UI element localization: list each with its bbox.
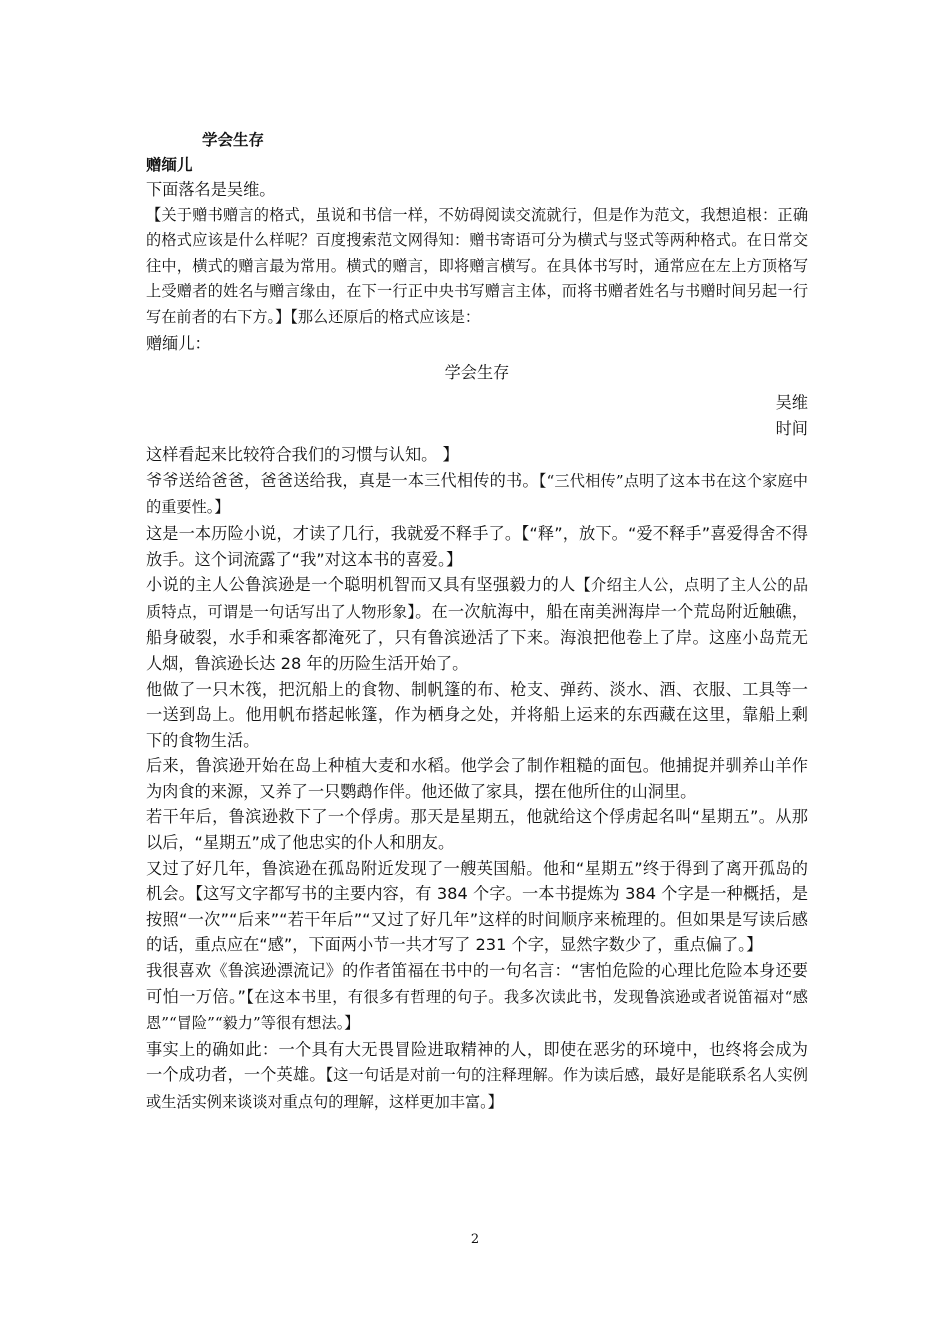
paragraph-7-text: 又过了好几年，鲁滨逊在孤岛附近发现了一艘英国船。他和“星期五”终于得到了离开孤岛的机会。 bbox=[146, 858, 808, 904]
paragraph-3 bbox=[146, 572, 808, 676]
document-title: 学会生存 bbox=[202, 130, 265, 149]
paragraph-1-text: 爷爷送给爸爸，爸爸送给我，真是一本三代相传的书。 bbox=[146, 470, 539, 490]
page-number: 2 bbox=[470, 1232, 480, 1247]
paragraph-8 bbox=[146, 958, 808, 1037]
paragraph-9 bbox=[146, 1037, 808, 1116]
paragraph-8-note: 【在这本书里，有很多有哲理的句子。我多次读此书，发现鲁滨逊或者说笛福对“感恩”“冒险”“毅力”等很有想法。】 bbox=[146, 987, 808, 1033]
paragraph-3-note: 【介绍主人公，点明了主人公的品质特点，可谓是一句话写出了人物形象】 bbox=[146, 576, 809, 621]
paragraph-3-tail: 。在一次航海中，船在南美洲海岸一个荒岛附近触礁，船身破裂，水手和乘客都淹死了，只有鲁滨逊活了下来。海浪把他卷上了岸。这座小岛荒无人烟，鲁滨逊长达 28 年的历险生活开始了。 bbox=[146, 601, 809, 673]
format-note: 【关于赠书赠言的格式，虽说和书信一样，不妨碍阅读交流就行，但是作为范文，我想追根：正确的格式应该是什么样呢？百度搜索范文网得知：赠书寄语可分为横式与竖式等两种格式。在日常交往中，横式的赠言最为常用。横式的赠言，即将赠言横写。在具体书写时，通常应在左上方顶格写上受赠者的姓名与赠言缘由，在下一行正中央书写赠言主体，而将书赠者姓名与书赠时间另起一行写在前者的右下方。】【那么还原后的格式应该是： bbox=[146, 205, 808, 326]
paragraph-6-text: 若干年后，鲁滨逊救下了一个俘虏。那天是星期五，他就给这个俘虏起名叫“星期五”。从那以后，“星期五”成了他忠实的仆人和朋友。 bbox=[146, 807, 808, 853]
paragraph-3-text: 小说的主人公鲁滨逊是一个聪明机智而又具有坚强毅力的人 bbox=[146, 575, 576, 595]
paragraph-5-text: 后来，鲁滨逊开始在岛上种植大麦和水稻。他学会了制作粗糙的面包。他捕捉并驯养山羊作为肉食的来源，又养了一只鹦鹉作伴。他还做了家具，摆在他所住的山洞里。 bbox=[146, 756, 808, 801]
sample-date: 时间 bbox=[775, 419, 808, 439]
paragraph-4 bbox=[146, 677, 808, 754]
paragraph-6 bbox=[146, 804, 808, 855]
paragraph-2 bbox=[146, 521, 808, 572]
paragraph-7 bbox=[146, 856, 808, 958]
sample-recipient: 赠缅儿： bbox=[146, 333, 211, 353]
paragraph-7-note: 【这写文字都写书的主要内容，有 384 个字。一本书提炼为 384 个字是一种概括，是按照“一次”“后来”“若干年后”“又过了好几年”这样的时间顺序来梳理的。但如果是写读后感的话，重点应在“感”，下面两小节一共才写了 231 个字，显然字数少了，重点偏了。】 bbox=[146, 884, 809, 955]
document-content bbox=[146, 126, 808, 1116]
paragraph-2-text: 这是一本历险小说，才读了几行，我就爱不释手了。【“释”，放下。“爱不释手”喜爱得舍不得放手。这个词流露了“我”对这本书的喜爱。】 bbox=[146, 523, 808, 569]
sample-title: 学会生存 bbox=[444, 363, 510, 383]
paragraph-4-text: 他做了一只木筏，把沉船上的食物、制帆篷的布、枪支、弹药、淡水、酒、衣服、工具等一一送到岛上。他用帆布搭起帐篷，作为栖身之处，并将船上运来的东西藏在这里，靠船上剩下的食物生活。 bbox=[146, 679, 808, 750]
paragraph-1 bbox=[146, 468, 808, 521]
paragraph-1-note: 【“三代相传”点明了这本书在这个家庭中的重要性。】 bbox=[146, 471, 808, 517]
sample-author: 吴维 bbox=[775, 393, 808, 413]
closing-note: 这样看起来比较符合我们的习惯与认知。 】 bbox=[146, 445, 459, 465]
paragraph-9-note: 【这一句话是对前一句的注释理解。作为读后感，最好是能联系名人实例或生活实例来谈谈对重点句的理解，这样更加丰富。】 bbox=[146, 1066, 808, 1111]
paragraph-8-text: 我很喜欢《鲁滨逊漂流记》的作者笛福在书中的一句名言：“害怕危险的心理比危险本身还要可怕一万倍。” bbox=[146, 961, 808, 1006]
paragraph-5 bbox=[146, 753, 808, 804]
intro-line: 下面落名是吴维。 bbox=[146, 180, 276, 199]
recipient-line: 赠缅儿 bbox=[146, 155, 193, 174]
paragraph-9-text: 事实上的确如此：一个具有大无畏冒险进取精神的人，即使在恶劣的环境中，也终将会成为一个成功者，一个英雄。 bbox=[146, 1039, 808, 1085]
